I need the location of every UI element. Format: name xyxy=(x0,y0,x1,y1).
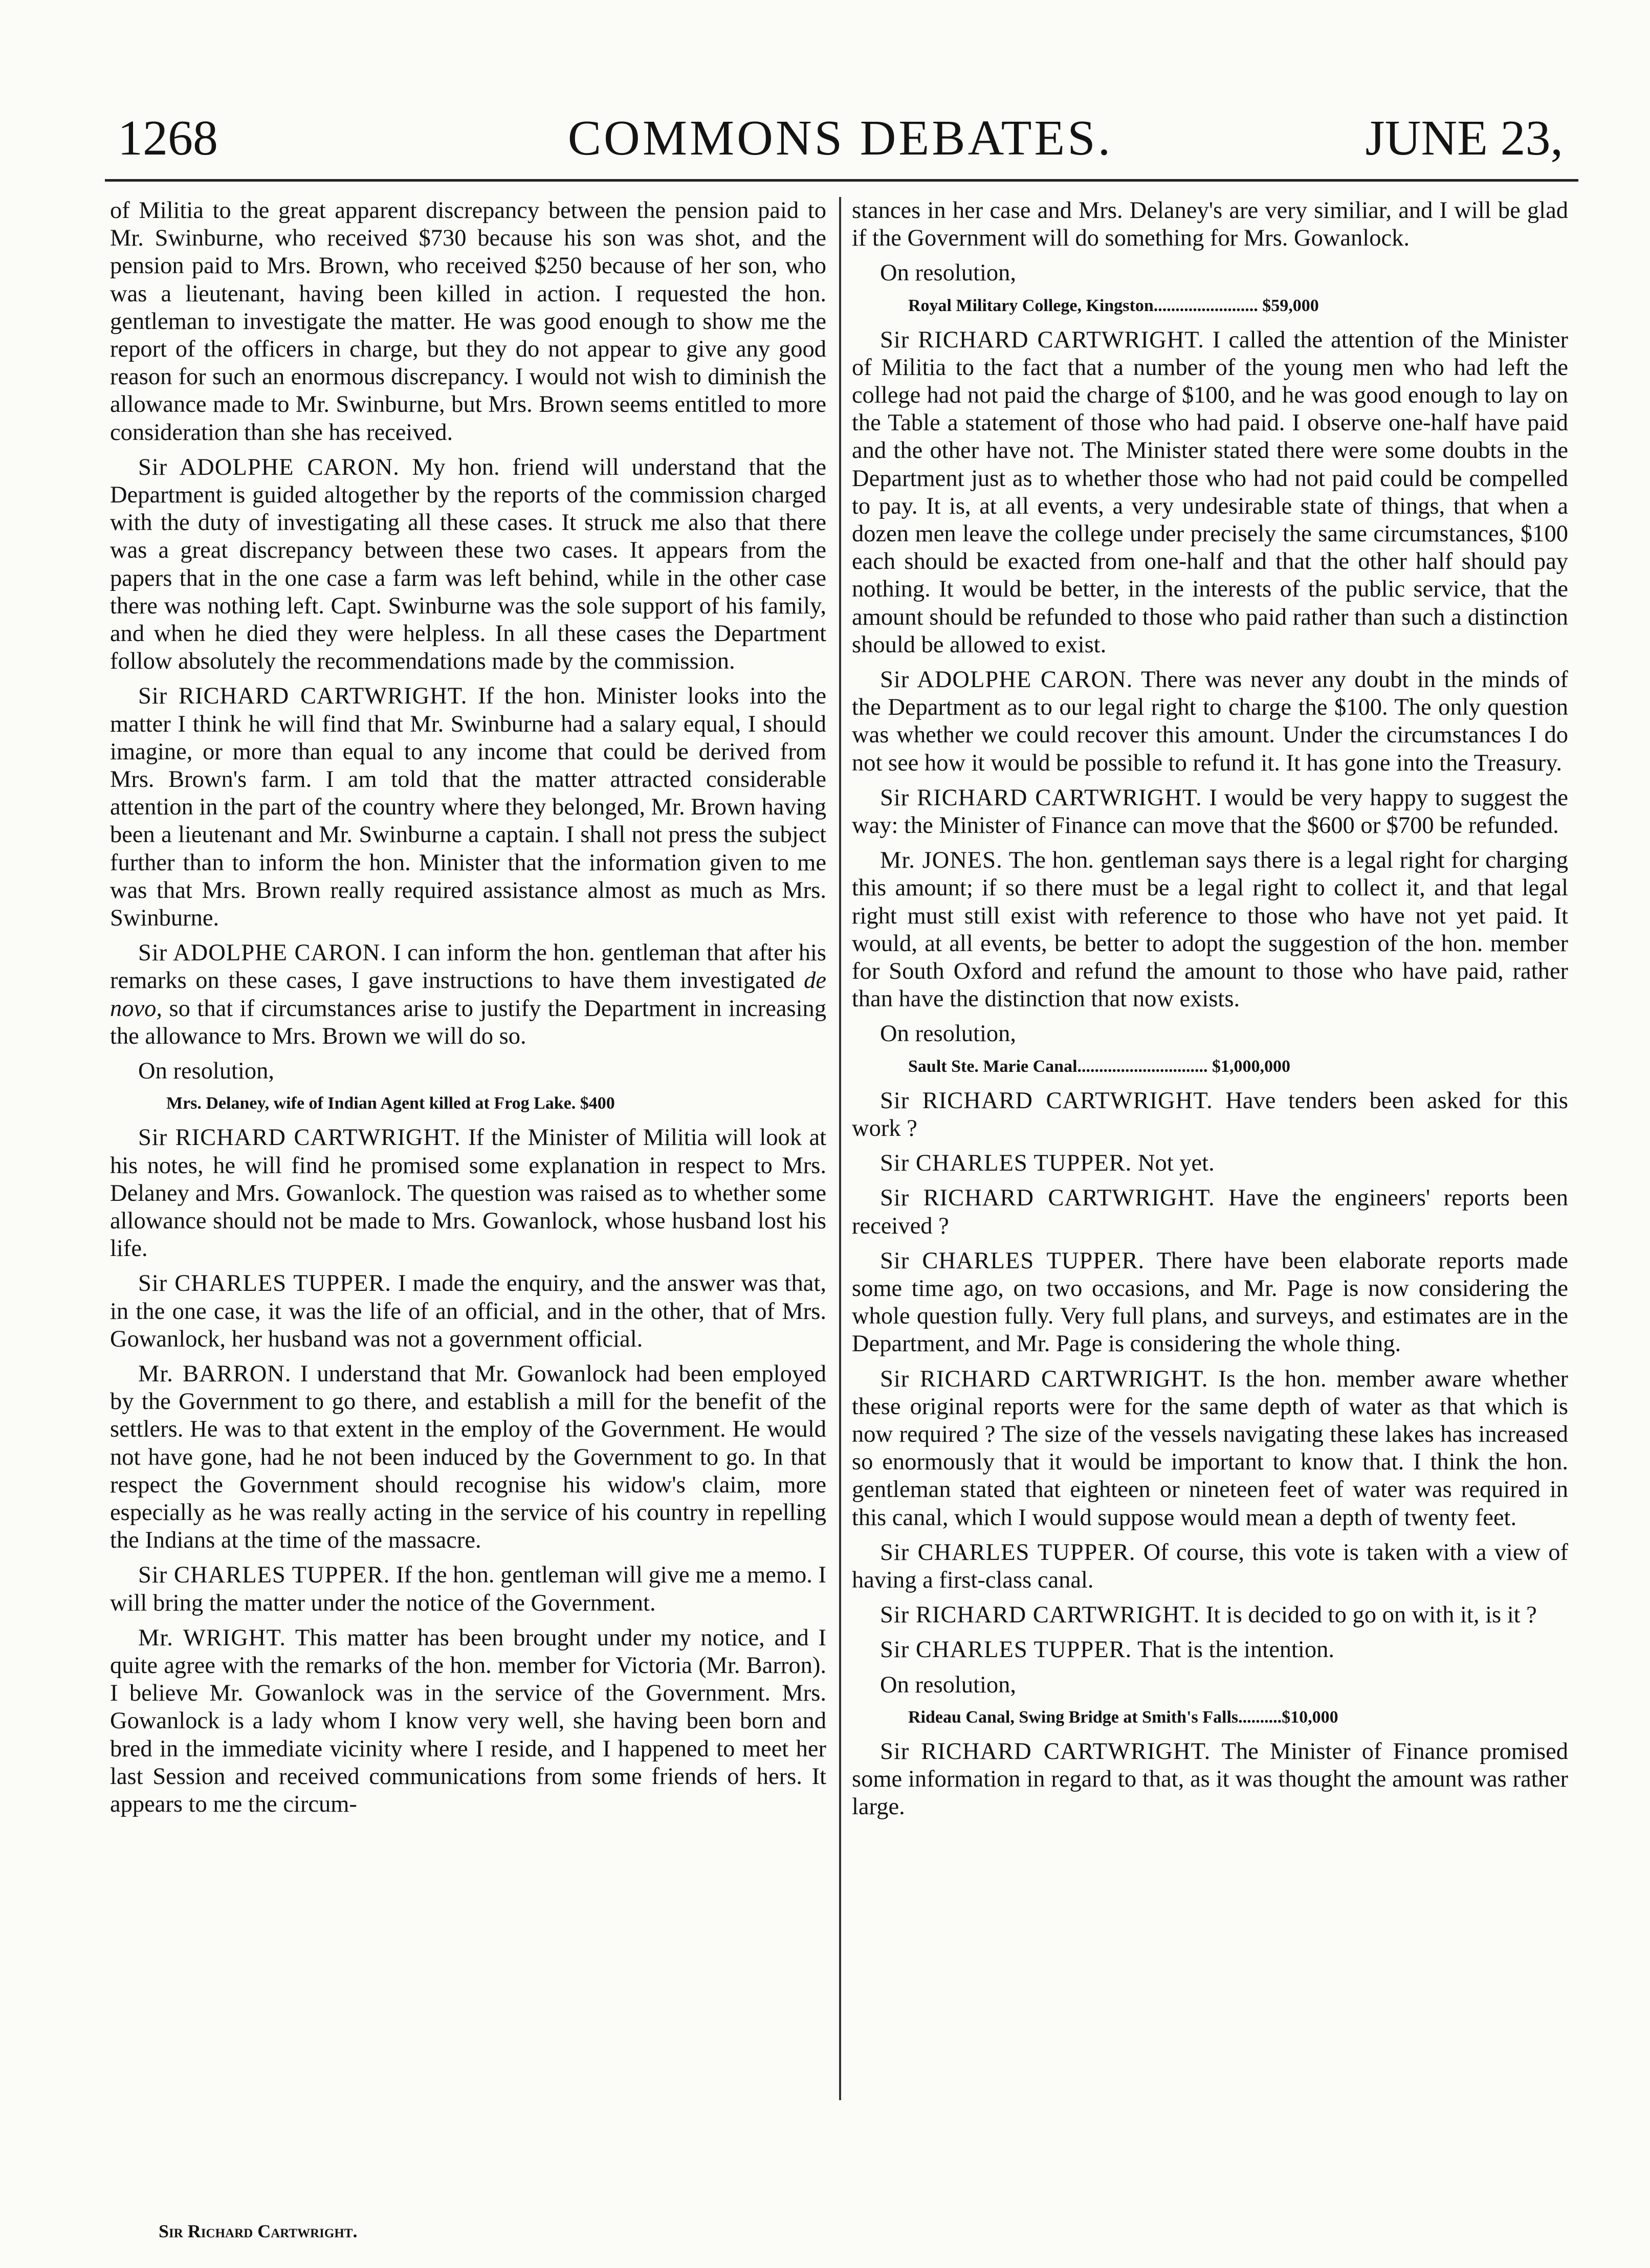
speaker-name: Sir RICHARD CARTWRIGHT. xyxy=(138,683,468,710)
speaker-name: Sir RICHARD CARTWRIGHT. xyxy=(138,1125,461,1151)
speech-text: There have been elaborate reports made some time ago, on two occasions, and Mr. Page is now considering the whole question fully. Very full plans, and surveys, and estimates are in the Department, and Mr. Page is considering the whole thing. xyxy=(852,1247,1568,1357)
speech xyxy=(852,784,1568,840)
speaker-name: Sir RICHARD CARTWRIGHT. xyxy=(880,1366,1208,1392)
speech xyxy=(852,1539,1568,1594)
speech xyxy=(852,847,1568,1013)
speech-text: It is decided to go on with it, is it ? xyxy=(1205,1602,1537,1628)
resolution-label: On resolution, xyxy=(138,1058,275,1085)
page-number: 1268 xyxy=(118,111,218,166)
right-column xyxy=(852,197,1568,2218)
speech xyxy=(852,1087,1568,1142)
speech xyxy=(852,1601,1568,1629)
column-divider xyxy=(839,197,841,2100)
catchword: Sir Richard Cartwright. xyxy=(159,2221,358,2241)
speaker-name: Sir CHARLES TUPPER. xyxy=(880,1539,1136,1566)
speech-text: Have tenders been asked for this work ? xyxy=(852,1087,1568,1141)
vote-item: Mrs. Delaney, wife of Indian Agent killed at Frog Lake. $400 xyxy=(166,1094,615,1113)
speaker-name: Sir ADOLPHE CARON. xyxy=(880,667,1133,693)
resolution-label: On resolution, xyxy=(880,1671,1017,1698)
header-rule xyxy=(105,179,1578,182)
speaker-name: Sir RICHARD CARTWRIGHT. xyxy=(880,1602,1200,1628)
speaker-name: Sir RICHARD CARTWRIGHT. xyxy=(880,1087,1213,1114)
speaker-name: Mr. WRIGHT. xyxy=(138,1624,286,1651)
speech-text: If the hon. Minister looks into the matter I think he will find that Mr. Swinburne had a salary equal, I should imagine, or more than equal to any income that could be derived from Mrs. Brown's farm. I am told that the matter attracted considerable attention in the part of the country where they belonged, Mr. Brown having been a lieutenant and Mr. Swinburne a captain. I shall not press the subject further than to inform the hon. Minister that the information given to me was that Mrs. Brown really required assistance almost as much as Mrs. Swinburne. xyxy=(110,683,826,932)
speech xyxy=(852,1366,1568,1532)
speech-text: Of course, this vote is taken with a view of having a first-class canal. xyxy=(852,1539,1568,1593)
speech-text: Is the hon. member aware whether these original reports were for the same depth of water as that which is now required ? The size of the vessels navigating these lakes has increased so enormously that it would be important to know that. I think the hon. gentleman stated that eighteen or nineteen feet of water was required in this canal, which I would suppose would mean a depth of twenty feet. xyxy=(852,1366,1568,1531)
speech-text: I made the enquiry, and the answer was that, in the one case, it was the life of an official, and in the other, that of Mrs. Gowanlock, her husband was not a government official. xyxy=(110,1270,826,1352)
speech-text: I understand that Mr. Gowanlock had been employed by the Government to go there, and establish a mill for the benefit of the settlers. He was to that extent in the employ of the Government. He would not have gone, had he not been induced by the Government to go. In that respect the Government should recognise his widow's claim, more especially as he was really acting in the service of his country in repelling the Indians at the time of the massacre. xyxy=(110,1360,826,1554)
speaker-name: Sir ADOLPHE CARON. xyxy=(138,940,387,966)
speech-text: Not yet. xyxy=(1137,1150,1215,1177)
speaker-name: Sir CHARLES TUPPER. xyxy=(138,1270,392,1297)
speech-text: If the hon. gentleman will give me a memo. I will bring the matter under the notice of the Government. xyxy=(110,1562,826,1616)
speech-text: I can inform the hon. gentleman that after his remarks on these cases, I gave instructions to have them investigated xyxy=(110,940,826,994)
speaker-name: Sir RICHARD CARTWRIGHT. xyxy=(880,1185,1215,1212)
speech xyxy=(852,1150,1568,1177)
paragraph: of Militia to the great apparent discrepancy between the pension paid to Mr. Swinburne, who received $730 because his son was shot, and the pension paid to Mrs. Brown, who received $250 because of her son, who was a lieutenant, having been killed in action. I requested the hon. gentleman to investigate the matter. He was good enough to show me the report of the officers in charge, but they do not appear to give any good reason for such an enormous discrepancy. I would not wish to diminish the allowance made to Mr. Swinburne, but Mrs. Brown seems entitled to more consideration than she has received. xyxy=(110,197,826,446)
speech xyxy=(110,939,826,1050)
page-date: JUNE 23, xyxy=(1365,111,1563,166)
speech-text: If the Minister of Militia will look at his notes, he will find he promised some explanation in respect to Mrs. Delaney and Mrs. Gowanlock. The question was raised as to whether some allowance should not be made to Mrs. Gowanlock, whose husband lost his life. xyxy=(110,1125,826,1262)
speech-text: This matter has been brought under my notice, and I quite agree with the remarks of the hon. member for Victoria (Mr. Barron). I believe Mr. Gowanlock was in the service of the Government. Mrs. Gowanlock is a lady whom I know very well, she having been born and bred in the immediate vicinity where I reside, and I happened to meet her last Session and received communications from some friends of hers. It appears to me the circum- xyxy=(110,1624,826,1817)
speaker-name: Sir RICHARD CARTWRIGHT. xyxy=(880,326,1204,353)
speech xyxy=(852,1738,1568,1821)
paragraph: stances in her case and Mrs. Delaney's are very similiar, and I will be glad if the Government will do something for Mrs. Gowanlock. xyxy=(852,197,1568,252)
speech xyxy=(852,1636,1568,1664)
vote-item: Royal Military College, Kingston........................ $59,000 xyxy=(908,296,1319,315)
speech xyxy=(852,1184,1568,1240)
speech-text: I called the attention of the Minister of Militia to the fact that a number of the young men who had left the college had not paid the charge of $100, and he was good enough to lay on the Table a statement of those who had paid. I observe one-half have paid and the other have not. The Minister stated there were some doubts in the Department just as to whether those who had not paid could be compelled to pay. It is, at all events, a very undesirable state of things, that when a dozen men leave the college under precisely the same circumstances, $100 each should be exacted from one-half and that the other half should pay nothing. It would be better, in the interests of the public service, that the amount should be refunded to those who paid rather than such a distinction should be allowed to exist. xyxy=(852,326,1568,658)
speech xyxy=(110,1624,826,1818)
speaker-name: Sir CHARLES TUPPER. xyxy=(138,1562,390,1589)
vote-item: Rideau Canal, Swing Bridge at Smith's Falls..........$10,000 xyxy=(908,1707,1338,1727)
speech xyxy=(110,1561,826,1617)
speech xyxy=(110,1124,826,1263)
speech xyxy=(110,1270,826,1353)
speech xyxy=(852,1247,1568,1358)
speaker-name: Sir CHARLES TUPPER. xyxy=(880,1637,1132,1663)
speech-text: I would be very happy to suggest the way: the Minister of Finance can move that the $600 or $700 be refunded. xyxy=(852,784,1568,839)
speech xyxy=(852,666,1568,777)
speech xyxy=(110,454,826,676)
speaker-name: Sir ADOLPHE CARON. xyxy=(138,454,400,480)
speaker-name: Sir RICHARD CARTWRIGHT. xyxy=(880,784,1202,811)
speaker-name: Sir RICHARD CARTWRIGHT. xyxy=(880,1738,1211,1765)
speech xyxy=(110,682,826,932)
page-header xyxy=(118,110,1563,187)
speaker-name: Mr. BARRON. xyxy=(138,1360,292,1387)
speech-text: The Minister of Finance promised some information in regard to that, as it was thought the amount was rather large. xyxy=(852,1738,1568,1820)
speech-text: The hon. gentleman says there is a legal right for charging this amount; if so there must be a legal right to collect it, and that legal right must still exist with reference to those who have not yet paid. It would, at all events, be better to adopt the suggestion of the hon. member for South Oxford and refund the amount to those who have paid, rather than have the distinction that now exists. xyxy=(852,847,1568,1012)
speaker-name: Sir CHARLES TUPPER. xyxy=(880,1247,1145,1274)
resolution-label: On resolution, xyxy=(880,260,1017,287)
speech-italic: de novo, xyxy=(110,967,826,1022)
left-column xyxy=(110,197,826,2218)
speech xyxy=(852,326,1568,659)
page-title: COMMONS DEBATES. xyxy=(567,111,1113,166)
vote-item: Sault Ste. Marie Canal.............................. $1,000,000 xyxy=(908,1056,1291,1076)
speech-text: Have the engineers' reports been received ? xyxy=(852,1185,1568,1239)
speech-text: so that if circumstances arise to justify the Department in increasing the allowance to Mrs. Brown we will do so. xyxy=(110,995,826,1049)
speech-text: That is the intention. xyxy=(1137,1637,1334,1663)
speaker-name: Mr. JONES. xyxy=(880,847,1003,874)
speech xyxy=(110,1360,826,1554)
resolution-label: On resolution, xyxy=(880,1021,1017,1047)
speech-text: My hon. friend will understand that the Department is guided altogether by the reports of the commission charged with the duty of investigating all these cases. It struck me also that there was a great discrepancy between these two cases. It appears from the papers that in the one case a farm was left behind, while in the other case there was nothing left. Capt. Swinburne was the sole support of his family, and when he died they were helpless. In all these cases the Department follow absolutely the recommendations made by the commission. xyxy=(110,454,826,675)
speech-text: There was never any doubt in the minds of the Department as to our legal right to charge the $100. The only question was whether we could recover this amount. Under the circumstances I do not see how it would be possible to refund it. It has gone into the Treasury. xyxy=(852,667,1568,776)
speaker-name: Sir CHARLES TUPPER. xyxy=(880,1150,1132,1177)
